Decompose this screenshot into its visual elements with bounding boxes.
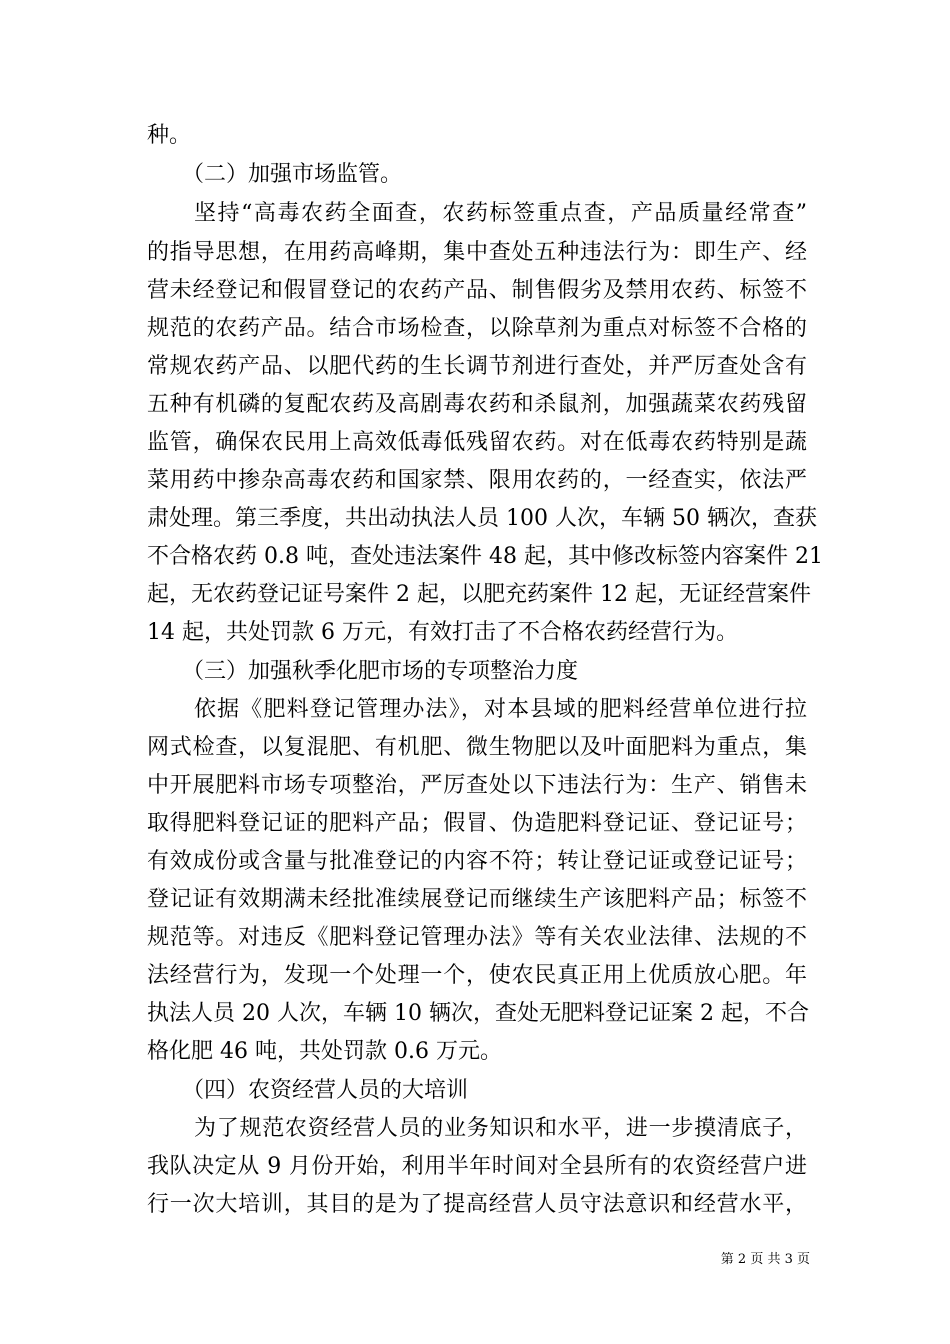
text-line: 起，无农药登记证号案件 2 起，以肥充药案件 12 起，无证经营案件 [147, 582, 811, 607]
text-line: 常规农药产品、以肥代药的生长调节剂进行查处，并严厉查处含有 [147, 354, 807, 379]
section-heading: （三）加强秋季化肥市场的专项整治力度 [182, 659, 579, 684]
text-line: 监管，确保农民用上高效低毒低残留农药。对在低毒农药特别是蔬 [147, 430, 807, 455]
text-line: 肃处理。第三季度，共出动执法人员 100 人次，车辆 50 辆次，查获 [147, 506, 817, 531]
text-line: 取得肥料登记证的肥料产品；假冒、伪造肥料登记证、登记证号； [147, 811, 807, 836]
section-heading: （四）农资经营人员的大培训 [182, 1078, 469, 1103]
text-line: 网式检查，以复混肥、有机肥、微生物肥以及叶面肥料为重点，集 [147, 735, 807, 760]
text-line: 14 起，共处罚款 6 万元，有效打击了不合格农药经营行为。 [147, 620, 738, 645]
page-number: 第 2 页 共 3 页 [720, 1252, 810, 1267]
text-line: 中开展肥料市场专项整治，严厉查处以下违法行为：生产、销售未 [147, 773, 807, 798]
text-line: 有效成份或含量与批准登记的内容不符；转让登记证或登记证号； [147, 849, 807, 874]
text-line: 规范的农药产品。结合市场检查，以除草剂为重点对标签不合格的 [147, 316, 807, 341]
text-line: 格化肥 46 吨，共处罚款 0.6 万元。 [147, 1039, 502, 1064]
text-line: 规范等。对违反《肥料登记管理办法》等有关农业法律、法规的不 [147, 925, 807, 950]
text-line: 登记证有效期满未经批准续展登记而继续生产该肥料产品；标签不 [147, 887, 807, 912]
text-line: 为了规范农资经营人员的业务知识和水平，进一步摸清底子， [194, 1116, 807, 1141]
text-line: 法经营行为，发现一个处理一个，使农民真正用上优质放心肥。年 [147, 963, 807, 988]
text-line: 的指导思想，在用药高峰期，集中查处五种违法行为：即生产、经 [147, 240, 807, 265]
text-line: 营未经登记和假冒登记的农药产品、制售假劣及禁用农药、标签不 [147, 278, 807, 303]
text-line: 种。 [147, 123, 192, 148]
text-line: 依据《肥料登记管理办法》，对本县域的肥料经营单位进行拉 [194, 697, 807, 722]
text-line: 菜用药中掺杂高毒农药和国家禁、限用农药的，一经查实，依法严 [147, 468, 807, 493]
text-line: 不合格农药 0.8 吨，查处违法案件 48 起，其中修改标签内容案件 21 [147, 544, 823, 569]
text-line: 坚持“高毒农药全面查，农药标签重点查，产品质量经常查” [194, 201, 807, 226]
text-line: 执法人员 20 人次，车辆 10 辆次，查处无肥料登记证案 2 起，不合 [147, 1001, 809, 1026]
text-line: 我队决定从 9 月份开始，利用半年时间对全县所有的农资经营户进 [147, 1154, 807, 1179]
text-line: 五种有机磷的复配农药及高剧毒农药和杀鼠剂，加强蔬菜农药残留 [147, 392, 807, 417]
section-heading: （二）加强市场监管。 [182, 162, 403, 187]
text-line: 行一次大培训，其目的是为了提高经营人员守法意识和经营水平， [147, 1192, 807, 1217]
